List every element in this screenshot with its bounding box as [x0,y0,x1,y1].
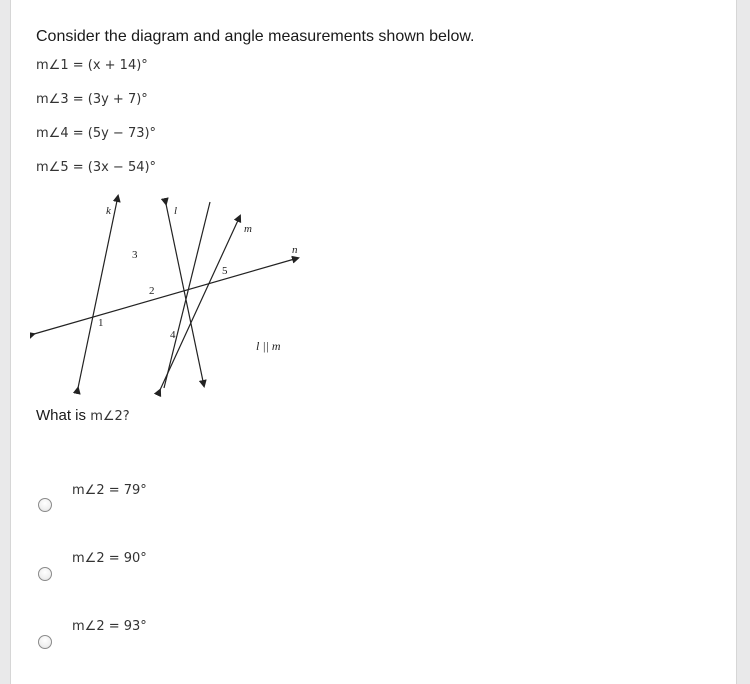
choice-label-2: m∠2 = 90° [72,551,147,566]
line-l-segment [162,208,166,390]
angle-label-3: 3 [132,249,138,261]
choice-radio-1[interactable] [38,498,52,512]
question-prompt: Consider the diagram and angle measurements shown below. [36,28,475,45]
question-prefix: What is [36,407,91,424]
parallel-note: l || m [256,339,281,353]
choice-radio-2[interactable] [38,567,52,581]
angle-label-5: 5 [222,265,228,277]
question-math: m∠2? [90,409,130,424]
equation-angle-4: m∠4 = (5y − 73)° [36,126,157,141]
equation-angle-5: m∠5 = (3x − 54)° [36,160,157,175]
angle-label-1: 1 [98,317,104,329]
line-k [78,196,118,388]
line-n [34,258,298,334]
angle-label-4: 4 [170,329,176,341]
choice-label-1: m∠2 = 79° [72,483,147,498]
angle-label-2: 2 [149,285,155,297]
label-n: n [292,244,298,256]
equation-angle-3: m∠3 = (3y + 7)° [36,92,148,107]
geometry-diagram [30,190,320,402]
label-m: m [244,223,252,235]
question-text [36,407,130,424]
choice-label-3: m∠2 = 93° [72,619,147,634]
choice-radio-3[interactable] [38,635,52,649]
equation-angle-1: m∠1 = (x + 14)° [36,58,148,73]
label-l: l [174,205,178,217]
label-k: k [106,205,111,217]
